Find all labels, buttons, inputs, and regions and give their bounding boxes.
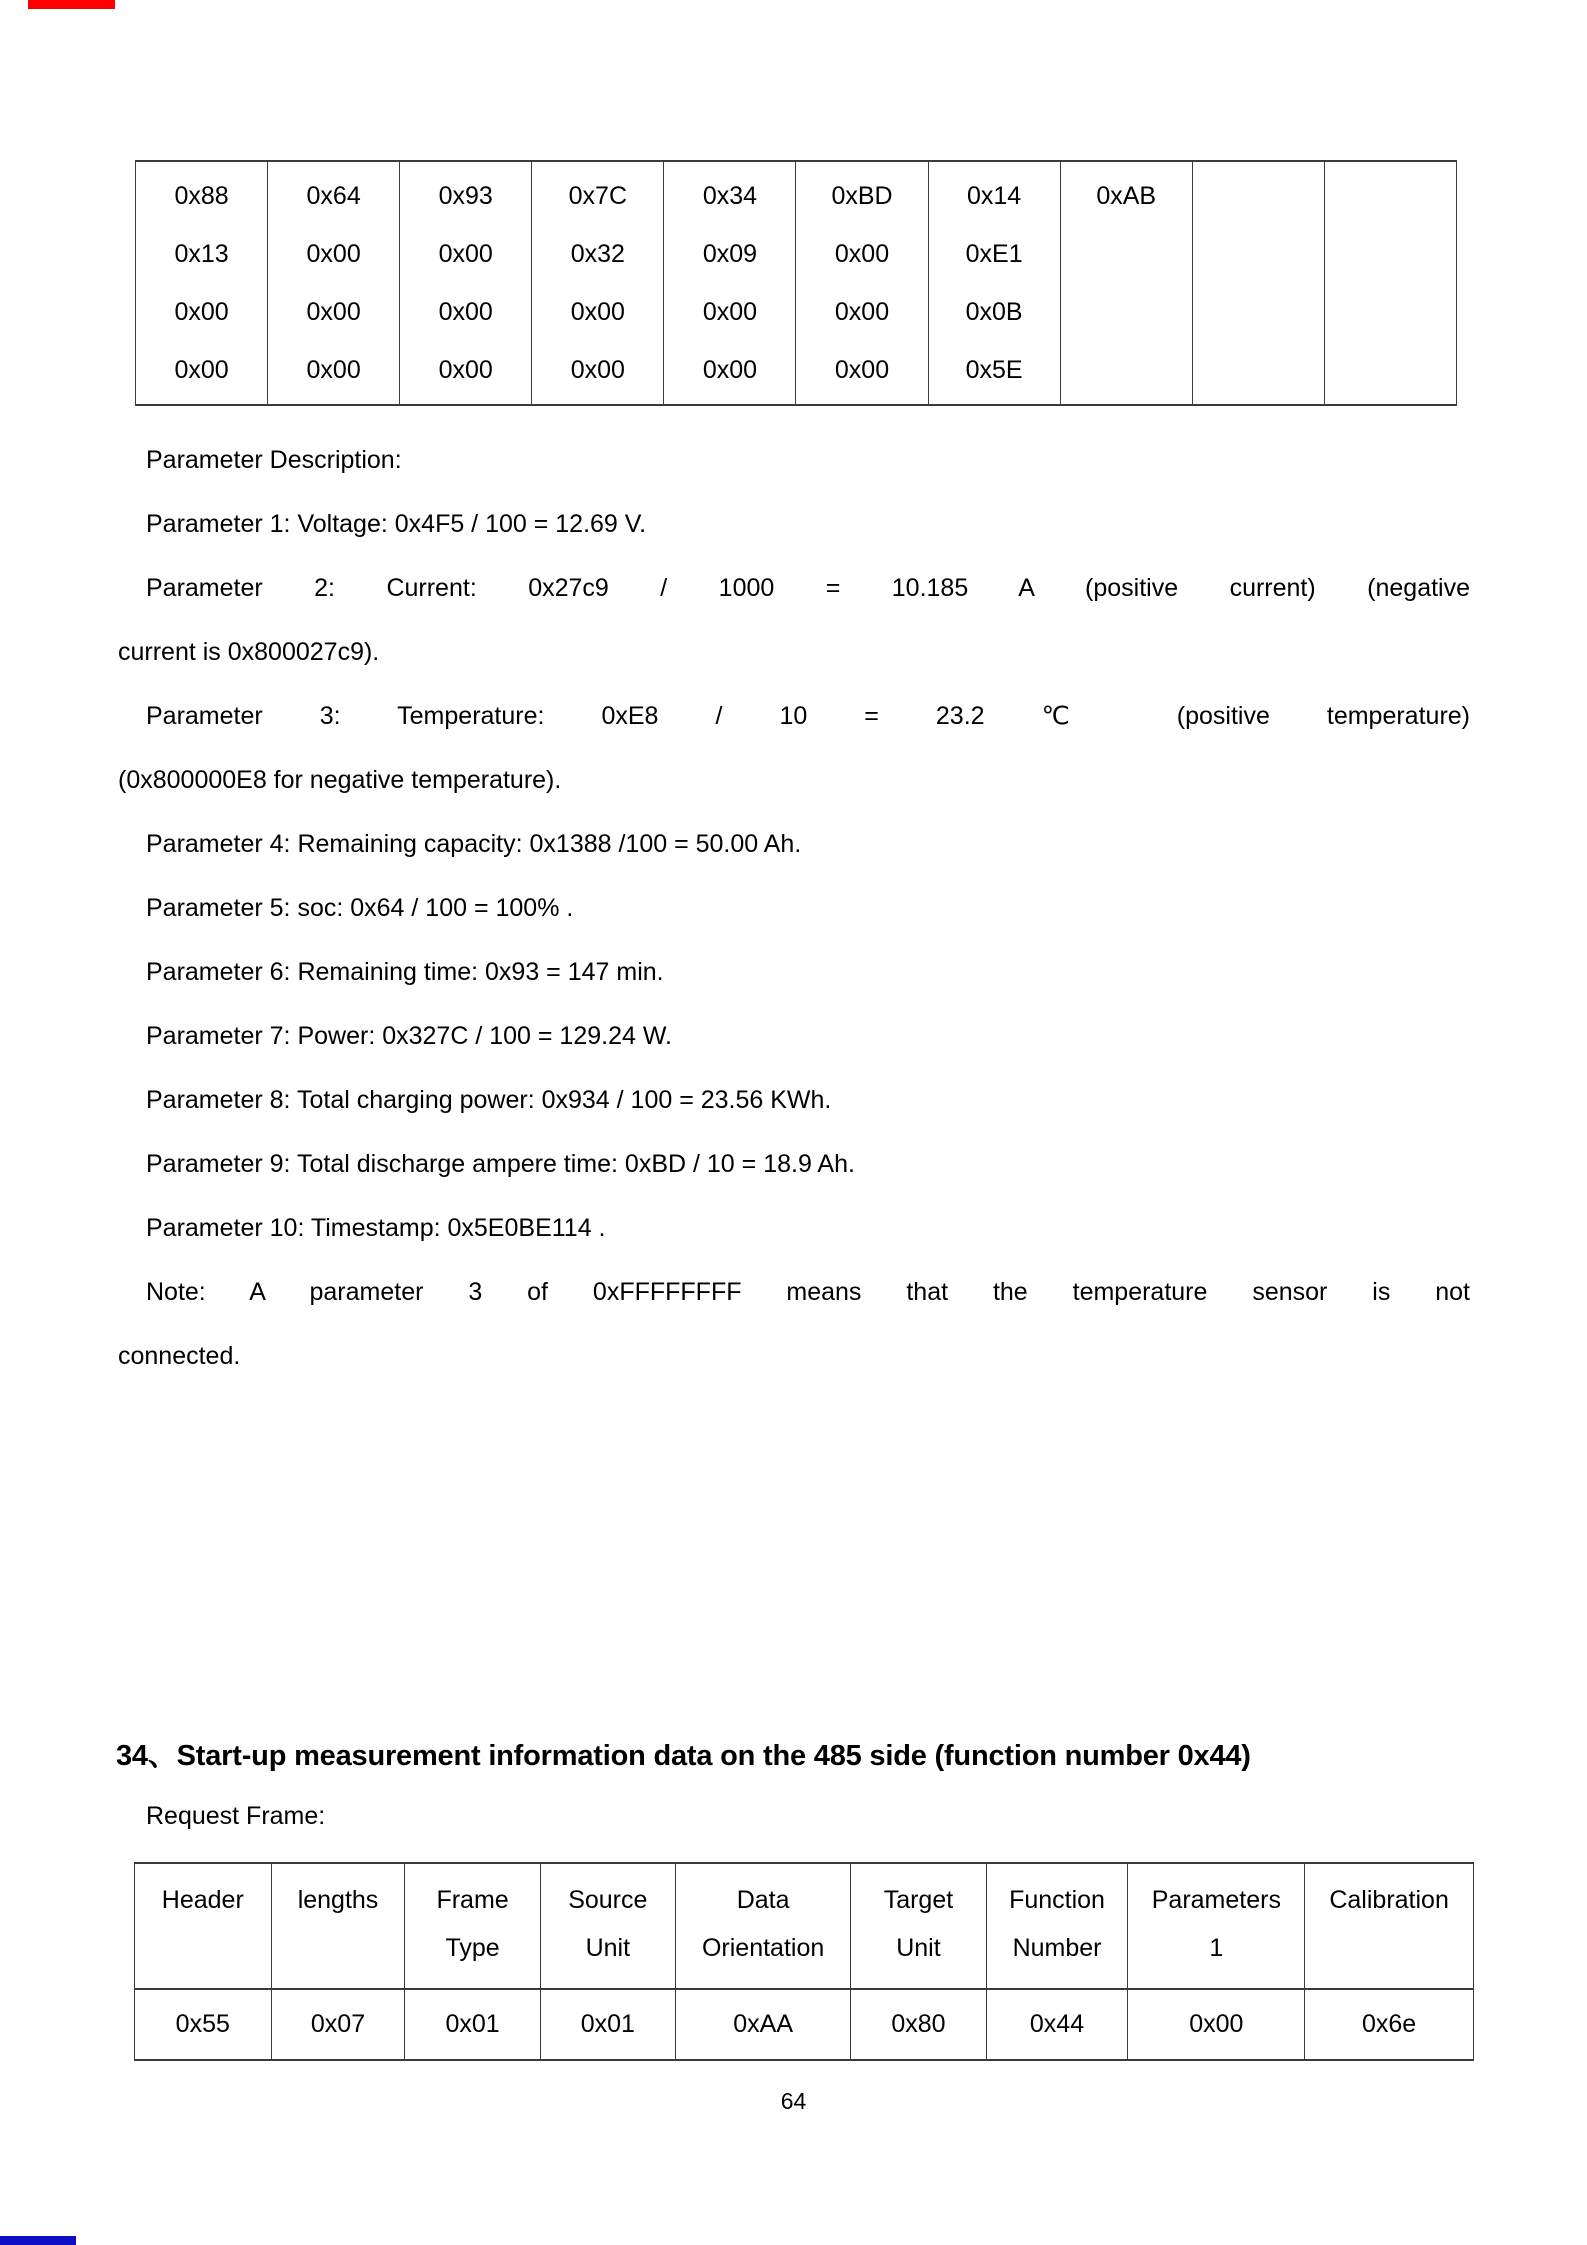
hex-table-cell — [136, 161, 268, 405]
hex-value: 0x34 — [702, 182, 758, 210]
hex-value — [1061, 225, 1192, 283]
header-line: Type — [445, 1934, 500, 1962]
hex-value: 0x00 — [702, 356, 758, 384]
hex-value: 0x14 — [967, 182, 1022, 210]
hex-value — [1193, 283, 1324, 341]
paragraph — [118, 1132, 1470, 1196]
paragraph — [118, 1004, 1470, 1068]
hex-value — [1061, 283, 1192, 341]
paragraph — [118, 556, 1470, 684]
paragraph-line: Parameter Description: — [146, 446, 402, 474]
hex-value: 0x00 — [570, 298, 625, 326]
request-table-header-cell — [851, 1863, 986, 1989]
paragraph — [118, 1068, 1470, 1132]
request-table-value-cell: 0x01 — [540, 1989, 675, 2060]
paragraph-line: Parameter 1: Voltage: 0x4F5 / 100 = 12.69 V. — [146, 510, 647, 538]
request-table-header-cell — [271, 1863, 405, 1989]
hex-value: 0x09 — [702, 240, 758, 268]
hex-value — [1325, 341, 1456, 399]
hex-value: 0x88 — [174, 182, 229, 210]
hex-table-cell — [796, 161, 928, 405]
hex-value: 0xBD — [831, 182, 893, 210]
hex-value: 0x00 — [702, 298, 758, 326]
top-edge-red-mark — [28, 0, 115, 9]
hex-value: 0x5E — [965, 356, 1023, 384]
paragraph-line: Parameter 8: Total charging power: 0x934 / 100 = 23.56 KWh. — [146, 1086, 832, 1114]
paragraph-line: Parameter 10: Timestamp: 0x5E0BE114 . — [146, 1214, 606, 1242]
paragraph-line: current is 0x800027c9). — [118, 638, 380, 666]
hex-table-cell — [928, 161, 1060, 405]
hex-value: 0x00 — [174, 298, 229, 326]
request-table-header-cell — [135, 1863, 272, 1989]
hex-value — [1325, 283, 1456, 341]
hex-value: 0x00 — [438, 356, 493, 384]
hex-value: 0x00 — [438, 240, 493, 268]
paragraph — [118, 492, 1470, 556]
request-table-value-cell: 0x6e — [1305, 1989, 1474, 2060]
hex-value: 0x00 — [306, 298, 361, 326]
hex-value — [1193, 341, 1324, 399]
paragraph — [118, 428, 1470, 492]
hex-table-cell — [664, 161, 796, 405]
request-table-value-cell: 0x44 — [986, 1989, 1128, 2060]
request-table-header-cell — [405, 1863, 540, 1989]
paragraph-line: Parameter 3: Temperature: 0xE8 / 10 = 23.2 ℃ (positive temperature) — [146, 702, 1470, 730]
page-number: 64 — [780, 2088, 807, 2114]
hex-value: 0x00 — [834, 240, 890, 268]
bottom-edge-blue-mark — [0, 2236, 76, 2245]
request-table-header-cell — [540, 1863, 675, 1989]
hex-value: 0x00 — [306, 240, 361, 268]
request-table-header-cell — [675, 1863, 850, 1989]
header-line: lengths — [297, 1886, 379, 1914]
paragraph — [118, 684, 1470, 812]
paragraph-line: Parameter 2: Current: 0x27c9 / 1000 = 10.185 A (positive current) (negative — [146, 574, 1470, 602]
hex-value: 0x00 — [174, 356, 229, 384]
hex-value: 0x00 — [570, 356, 625, 384]
paragraph — [118, 1196, 1470, 1260]
paragraph-line: Parameter 5: soc: 0x64 / 100 = 100% . — [146, 894, 574, 922]
hex-table-cell — [1060, 161, 1192, 405]
hex-table-cell — [1324, 161, 1456, 405]
hex-table-cell — [532, 161, 664, 405]
header-line: 1 — [1209, 1934, 1224, 1962]
header-line: Frame — [436, 1886, 509, 1914]
hex-response-table — [135, 160, 1457, 406]
header-line: Function — [1009, 1886, 1105, 1914]
paragraph — [118, 940, 1470, 1004]
paragraph — [118, 812, 1470, 876]
hex-value — [1061, 341, 1192, 399]
request-table-header-cell — [1128, 1863, 1305, 1989]
hex-value: 0x00 — [834, 356, 890, 384]
header-line: Data — [736, 1886, 790, 1914]
header-line: Unit — [896, 1934, 941, 1962]
paragraph-line: (0x800000E8 for negative temperature). — [118, 766, 562, 794]
header-line: Unit — [585, 1934, 631, 1962]
hex-table-cell — [1192, 161, 1324, 405]
hex-table-row — [136, 161, 1457, 405]
paragraph-line: Note: A parameter 3 of 0xFFFFFFFF means that the temperature sensor is not — [146, 1278, 1470, 1306]
hex-value: 0x0B — [965, 298, 1023, 326]
hex-value: 0x7C — [568, 182, 628, 210]
hex-table-cell — [268, 161, 400, 405]
request-frame-table — [134, 1862, 1474, 2061]
request-table-value-cell: 0x80 — [851, 1989, 986, 2060]
hex-value: 0x93 — [438, 182, 493, 210]
request-table-value-row — [135, 1989, 1474, 2060]
hex-value: 0x13 — [174, 240, 229, 268]
hex-value: 0x00 — [438, 298, 493, 326]
paragraph — [118, 876, 1470, 940]
paragraph-line: connected. — [118, 1342, 241, 1370]
hex-value: 0x00 — [834, 298, 890, 326]
paragraph-line: Parameter 6: Remaining time: 0x93 = 147 min. — [146, 958, 664, 986]
hex-table-cell — [400, 161, 532, 405]
request-table-value-cell: 0x01 — [405, 1989, 540, 2060]
header-line: Calibration — [1329, 1886, 1449, 1914]
request-table-value-cell: 0x55 — [135, 1989, 272, 2060]
request-table-value-cell: 0x00 — [1128, 1989, 1305, 2060]
header-line: Target — [883, 1886, 954, 1914]
hex-value — [1325, 167, 1456, 225]
hex-value: 0x64 — [306, 182, 361, 210]
paragraph-line: Parameter 4: Remaining capacity: 0x1388 /100 = 50.00 Ah. — [146, 830, 802, 858]
header-line: Header — [161, 1886, 244, 1914]
request-table-value-cell: 0x07 — [271, 1989, 405, 2060]
hex-value: 0x32 — [570, 240, 625, 268]
hex-value: 0xE1 — [965, 240, 1023, 268]
request-table-value-cell: 0xAA — [675, 1989, 850, 2060]
section-heading: 34、Start-up measurement information data on the 485 side (function number 0x44) — [116, 1740, 1251, 1772]
header-line: Orientation — [701, 1934, 825, 1962]
header-line: Number — [1012, 1934, 1102, 1962]
hex-value: 0x00 — [306, 356, 361, 384]
paragraph-line: Parameter 9: Total discharge ampere time: 0xBD / 10 = 18.9 Ah. — [146, 1150, 855, 1178]
hex-value — [1193, 225, 1324, 283]
hex-value — [1325, 225, 1456, 283]
paragraph-line: Parameter 7: Power: 0x327C / 100 = 129.24 W. — [146, 1022, 672, 1050]
paragraph — [118, 1260, 1470, 1388]
hex-value — [1193, 167, 1324, 225]
request-table-header-cell — [1305, 1863, 1474, 1989]
request-table-header-cell — [986, 1863, 1128, 1989]
header-line: Source — [568, 1886, 648, 1914]
parameter-description-block — [118, 428, 1470, 1388]
header-line: Parameters — [1151, 1886, 1281, 1914]
hex-value: 0xAB — [1096, 182, 1157, 210]
request-table-header-row — [135, 1863, 1474, 1989]
request-frame-label: Request Frame: — [146, 1802, 326, 1830]
